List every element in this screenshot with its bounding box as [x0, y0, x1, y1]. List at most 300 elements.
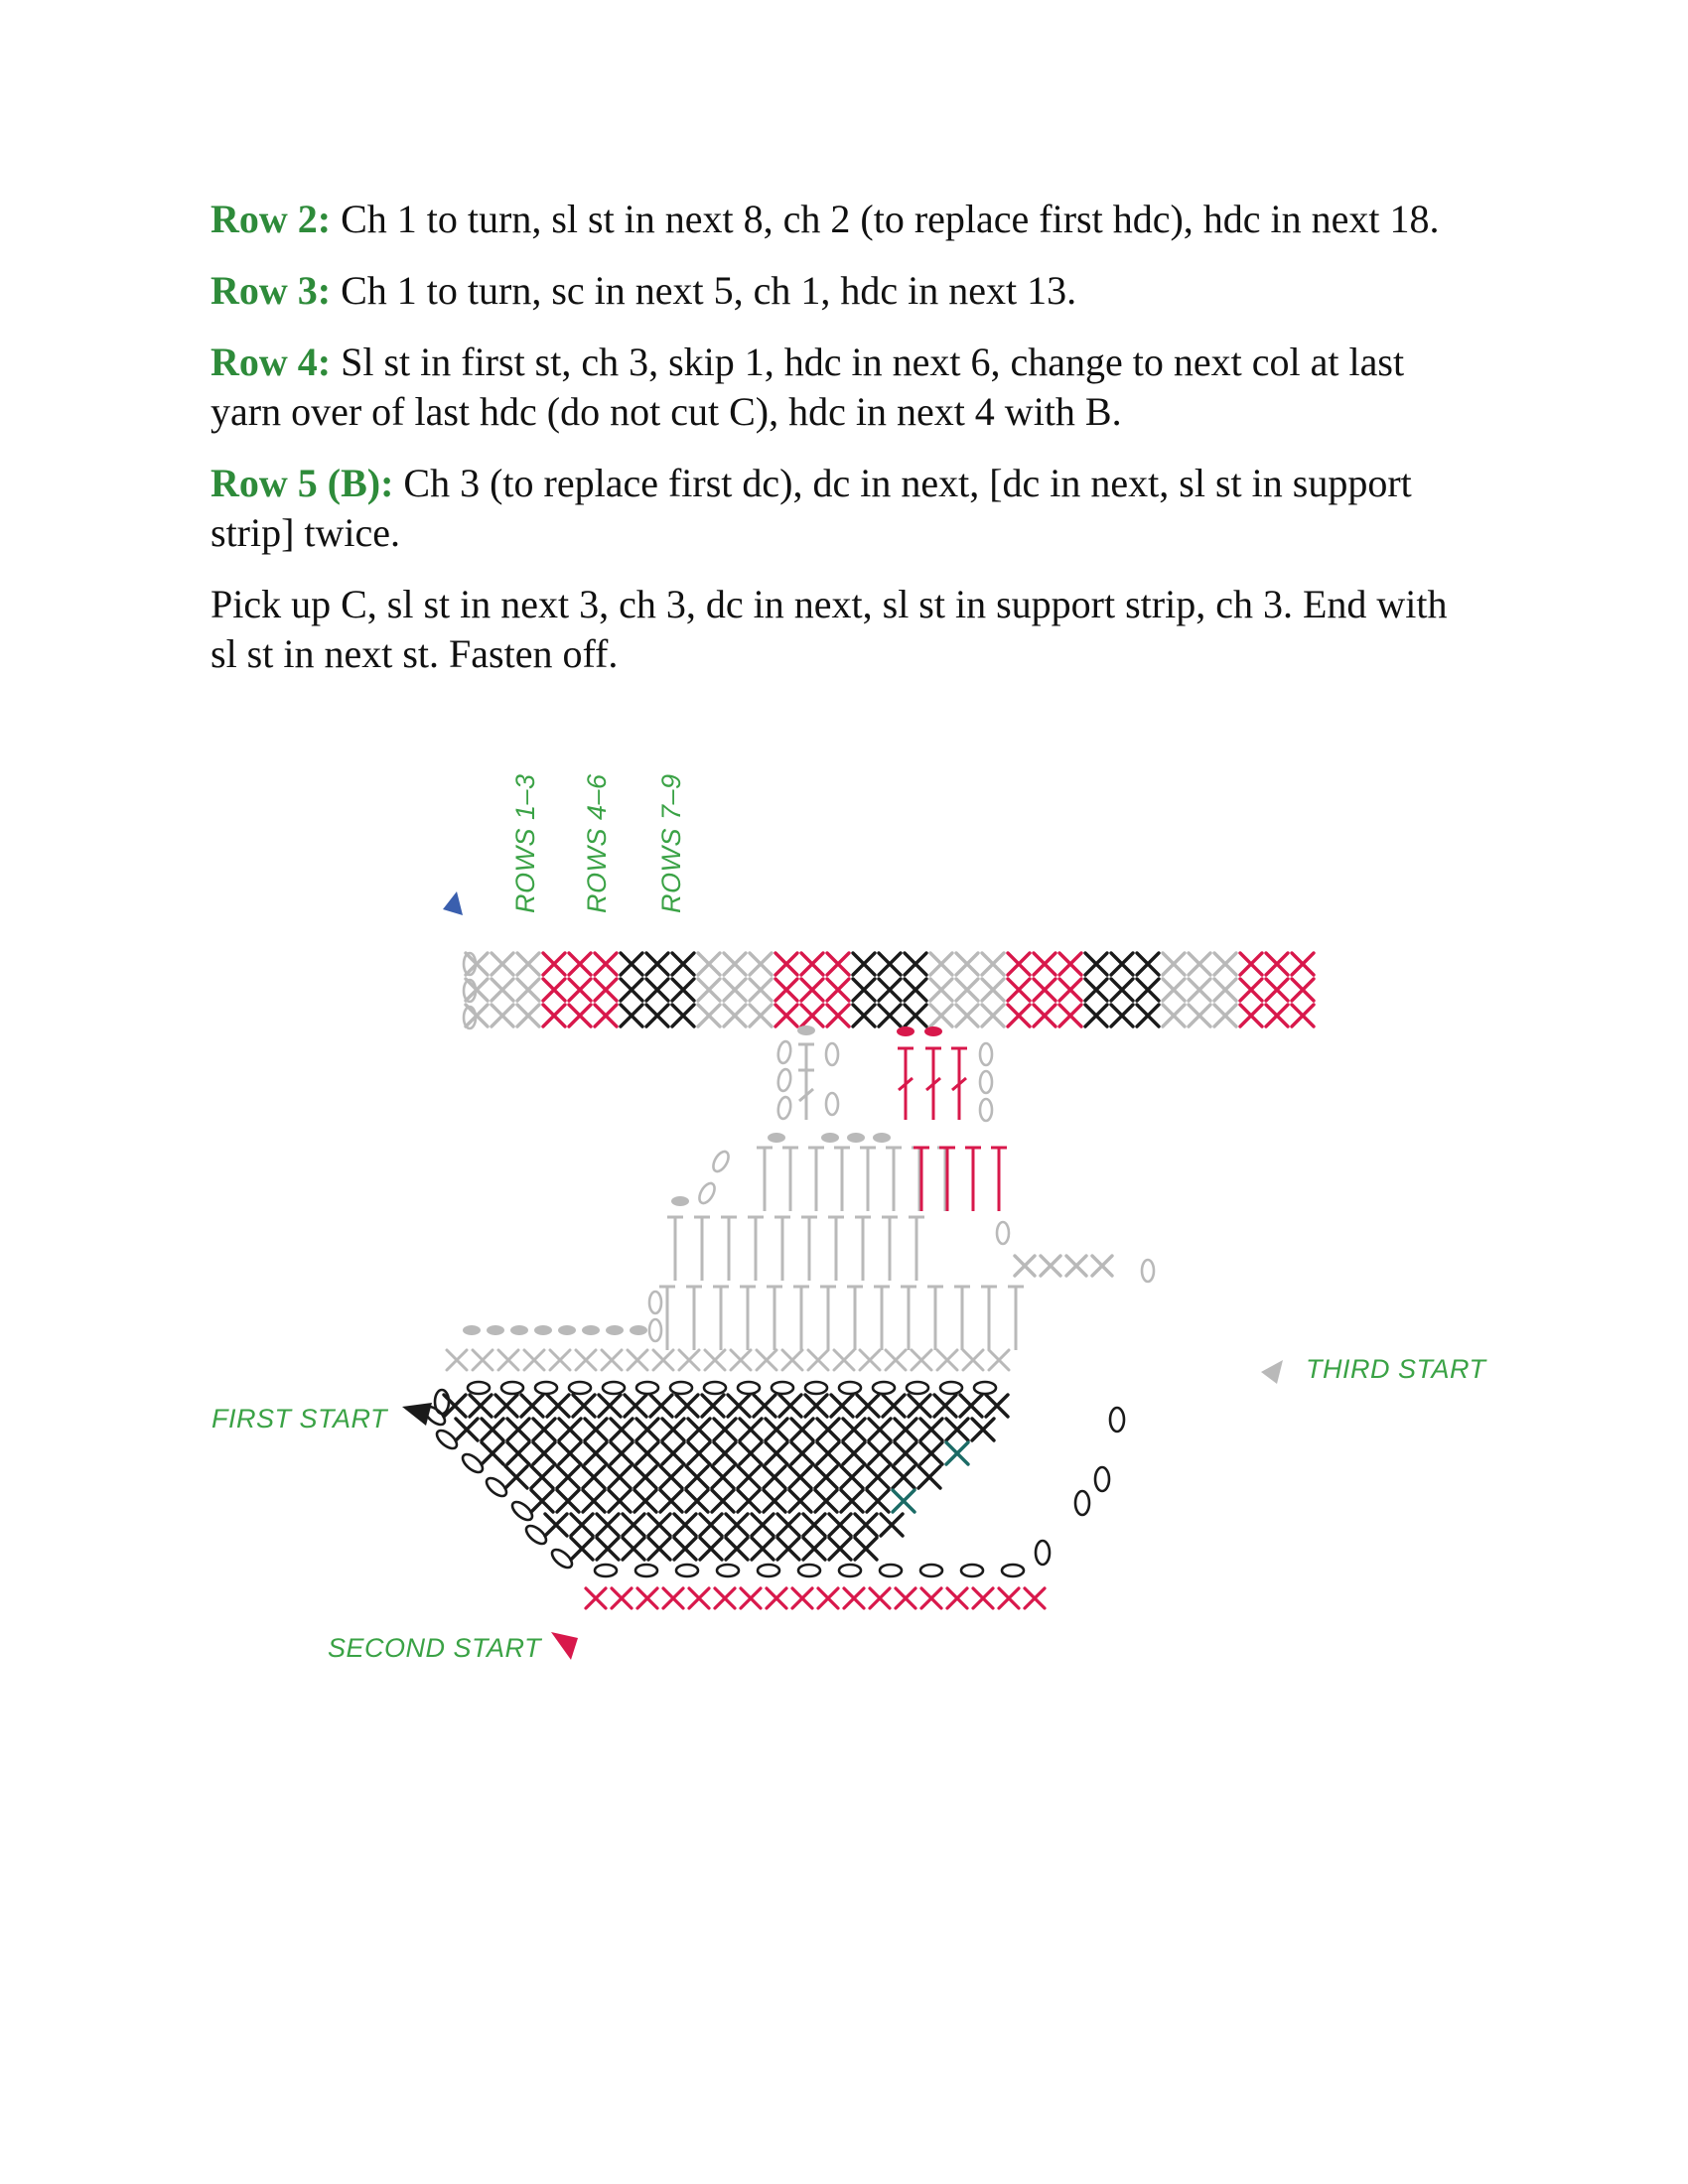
sc-stitch — [1059, 1005, 1081, 1026]
sc-stitch — [789, 1490, 811, 1512]
sc-stitch — [621, 979, 642, 1001]
chain-stitch — [805, 1382, 827, 1394]
sc-stitch — [569, 953, 591, 975]
sc-stitch — [663, 1588, 683, 1608]
sc-stitch — [517, 979, 539, 1001]
sc-stitch — [750, 1005, 772, 1026]
sc-stitch — [1059, 979, 1081, 1001]
hdc-stitch — [991, 1148, 1007, 1211]
sc-stitch — [636, 1419, 658, 1440]
sc-stitch — [895, 1442, 916, 1464]
hdc-stitch — [927, 1287, 943, 1350]
sc-stitch — [831, 1395, 853, 1417]
sc-stitch — [517, 953, 539, 975]
sc-stitch — [855, 1538, 877, 1560]
sc-stitch — [585, 1442, 607, 1464]
sc-stitch — [827, 979, 849, 1001]
sc-stitch — [775, 979, 797, 1001]
chain-stitch — [1075, 1491, 1089, 1515]
hdc-stitch — [937, 1148, 953, 1211]
sc-stitch — [557, 1490, 579, 1512]
chain-stitch — [696, 1180, 717, 1205]
chain-stitch — [1110, 1408, 1124, 1432]
sc-stitch — [879, 979, 901, 1001]
instruction-row-2 — [211, 195, 1481, 244]
sc-stitch — [569, 979, 591, 1001]
sc-stitch — [731, 1350, 751, 1370]
sc-stitch — [843, 1419, 865, 1440]
sc-stitch — [791, 1419, 813, 1440]
chain-stitch — [776, 1040, 792, 1064]
sc-stitch — [688, 1419, 710, 1440]
sc-stitch — [623, 1538, 644, 1560]
hdc-stitch — [659, 1287, 675, 1350]
sc-stitch — [612, 1588, 632, 1608]
sc-stitch — [766, 1419, 787, 1440]
support-strip-band — [464, 953, 1314, 1028]
chain-stitch — [603, 1382, 625, 1394]
chain-stitch — [980, 1043, 992, 1065]
sc-stitch — [698, 979, 720, 1001]
sc-stitch — [879, 953, 901, 975]
slip-stitch — [897, 1026, 914, 1036]
sc-stitch — [1266, 979, 1288, 1001]
hdc-stitch — [808, 1148, 824, 1211]
chain-stitch — [839, 1565, 861, 1576]
sc-stitch — [602, 1350, 622, 1370]
hdc-stitch — [886, 1148, 902, 1211]
dc-stitch — [925, 1048, 941, 1120]
sc-stitch — [920, 1419, 942, 1440]
first-start-arrow-icon — [402, 1403, 432, 1426]
sc-stitch — [492, 1005, 513, 1026]
sc-stitch — [466, 979, 488, 1001]
sc-stitch — [698, 1005, 720, 1026]
slip-stitch — [847, 1133, 865, 1143]
sc-stitch — [595, 1005, 617, 1026]
sc-stitch — [999, 1588, 1019, 1608]
hdc-stitch — [939, 1148, 955, 1211]
sc-stitch — [905, 953, 926, 975]
chain-stitch — [826, 1043, 838, 1065]
sc-stitch — [909, 1395, 930, 1417]
sc-stitch — [972, 1419, 994, 1440]
sc-stitch — [754, 1395, 775, 1417]
slip-stitch — [671, 1196, 689, 1206]
sc-stitch — [867, 1490, 889, 1512]
hdc-stitch — [874, 1287, 890, 1350]
sc-stitch — [646, 979, 668, 1001]
sc-stitch — [533, 1442, 555, 1464]
chain-stitch — [873, 1382, 895, 1394]
sc-stitch — [559, 1442, 581, 1464]
sc-stitch — [803, 1514, 825, 1536]
sc-stitch — [777, 1538, 799, 1560]
sc-stitch — [750, 979, 772, 1001]
slip-stitch — [873, 1133, 891, 1143]
sc-stitch — [817, 1442, 839, 1464]
sc-stitch — [637, 1588, 657, 1608]
row-label: Row 5 (B): — [211, 461, 394, 505]
sc-stitch — [571, 1514, 593, 1536]
sc-stitch — [881, 1514, 903, 1536]
instruction-row-3 — [211, 266, 1481, 316]
sc-stitch — [792, 1588, 812, 1608]
sc-stitch — [1163, 1005, 1185, 1026]
sc-stitch — [1189, 979, 1210, 1001]
hdc-stitch — [793, 1287, 809, 1350]
sc-stitch — [869, 1419, 891, 1440]
sc-stitch — [597, 1514, 619, 1536]
chain-stitch — [826, 1093, 838, 1115]
crochet-chart — [0, 695, 1688, 1737]
sc-stitch — [930, 1005, 952, 1026]
sc-stitch — [726, 1514, 748, 1536]
chain-stitch — [880, 1565, 902, 1576]
slip-stitch — [487, 1325, 504, 1335]
hdc-stitch — [828, 1217, 844, 1281]
sc-stitch — [621, 1005, 642, 1026]
row-label: Row 4: — [211, 340, 332, 384]
row-labels — [510, 773, 686, 913]
sc-stitch — [492, 979, 513, 1001]
sc-stitch — [789, 1466, 811, 1488]
hdc-stitch — [847, 1287, 863, 1350]
sc-stitch — [1111, 953, 1133, 975]
sc-stitch — [466, 1005, 488, 1026]
sc-stitch — [853, 1005, 875, 1026]
hdc-stitch — [954, 1287, 970, 1350]
hdc-stitch — [767, 1287, 782, 1350]
sc-stitch — [625, 1395, 646, 1417]
sc-stitch — [740, 1419, 762, 1440]
hdc-stitch — [721, 1217, 737, 1281]
sc-stitch — [956, 953, 978, 975]
chain-stitch — [523, 1523, 549, 1548]
sc-stitch — [597, 1538, 619, 1560]
sc-stitch — [660, 1490, 682, 1512]
hdc-stitch — [909, 1217, 924, 1281]
sc-stitch — [571, 1538, 593, 1560]
sc-stitch — [883, 1395, 905, 1417]
sc-stitch — [559, 1419, 581, 1440]
chain-stitch — [980, 1099, 992, 1121]
sc-stitch — [934, 1395, 956, 1417]
sc-stitch — [473, 1350, 492, 1370]
hdc-stitch — [782, 1148, 798, 1211]
sc-stitch — [775, 953, 797, 975]
hdc-stitch — [686, 1287, 702, 1350]
sc-stitch — [724, 1005, 746, 1026]
second-start-label: SECOND START — [328, 1633, 542, 1663]
sc-stitch — [595, 979, 617, 1001]
sc-stitch — [752, 1538, 774, 1560]
chain-stitch — [636, 1382, 658, 1394]
first-start-label: FIRST START — [211, 1404, 388, 1433]
sc-stitch — [738, 1466, 760, 1488]
dc-stitch — [898, 1048, 914, 1120]
slip-stitch — [606, 1325, 624, 1335]
sc-stitch — [676, 1395, 698, 1417]
sc-stitch — [1240, 1005, 1262, 1026]
sc-stitch — [543, 953, 565, 975]
sc-stitch — [1292, 979, 1314, 1001]
chain-stitch — [974, 1382, 996, 1394]
sc-stitch — [775, 1005, 797, 1026]
chain-stitch — [595, 1565, 617, 1576]
chain-stitch — [549, 1547, 575, 1571]
sc-stitch — [1214, 979, 1236, 1001]
sc-stitch — [1015, 1256, 1035, 1276]
sc-stitch — [1085, 979, 1107, 1001]
slip-stitch — [534, 1325, 552, 1335]
sc-stitch — [705, 1350, 725, 1370]
sc-stitch — [621, 953, 642, 975]
sc-stitch — [808, 1350, 828, 1370]
sc-stitch — [757, 1350, 776, 1370]
sc-stitch — [715, 1588, 735, 1608]
chain-stitch — [704, 1382, 726, 1394]
sc-stitch — [714, 1419, 736, 1440]
hdc-stitch — [667, 1217, 683, 1281]
sc-stitch — [893, 1490, 914, 1512]
hdc-stitch — [855, 1217, 871, 1281]
sc-stitch — [879, 1005, 901, 1026]
sc-stitch — [779, 1395, 801, 1417]
sc-stitch — [702, 1395, 724, 1417]
sc-stitch — [674, 1538, 696, 1560]
slip-stitch — [463, 1325, 481, 1335]
sc-stitch — [1034, 1005, 1055, 1026]
sc-stitch — [466, 953, 488, 975]
sc-stitch — [505, 1466, 527, 1488]
chain-stitch — [649, 1292, 661, 1313]
sc-stitch — [531, 1490, 553, 1512]
sc-stitch — [912, 1350, 931, 1370]
sc-stitch — [698, 953, 720, 975]
sc-stitch — [543, 1005, 565, 1026]
sc-stitch — [1163, 953, 1185, 975]
sc-stitch — [524, 1350, 544, 1370]
sc-stitch — [895, 1419, 916, 1440]
sc-stitch — [946, 1419, 968, 1440]
sc-stitch — [700, 1514, 722, 1536]
sc-stitch — [660, 1466, 682, 1488]
row-label: Row 3: — [211, 268, 332, 313]
sc-stitch — [573, 1395, 595, 1417]
chain-stitch — [1036, 1541, 1050, 1565]
sc-stitch — [869, 1442, 891, 1464]
sc-stitch — [857, 1395, 879, 1417]
sc-stitch — [724, 979, 746, 1001]
row-text: Pick up C, sl st in next 3, ch 3, dc in next, sl st in support strip, ch 3. End with sl st in next st. Fasten off. — [211, 582, 1448, 676]
sc-stitch — [609, 1490, 631, 1512]
sc-stitch — [726, 1538, 748, 1560]
sc-stitch — [766, 1442, 787, 1464]
slip-stitch — [558, 1325, 576, 1335]
sc-stitch — [689, 1588, 709, 1608]
sc-stitch — [700, 1538, 722, 1560]
hdc-stitch — [981, 1287, 997, 1350]
sc-stitch — [482, 1442, 503, 1464]
sc-stitch — [963, 1350, 983, 1370]
hdc-stitch — [860, 1148, 876, 1211]
sc-stitch — [492, 953, 513, 975]
sc-stitch — [815, 1490, 837, 1512]
chain-stitch — [435, 1390, 449, 1414]
sc-stitch — [1066, 1256, 1086, 1276]
row-text: Ch 3 (to replace first dc), dc in next, [dc in next, sl st in support strip] twice. — [211, 461, 1412, 555]
chain-stitch — [997, 1222, 1009, 1244]
sc-stitch — [585, 1419, 607, 1440]
row-label-1-3: ROWS 1–3 — [510, 773, 540, 913]
sc-stitch — [586, 1588, 606, 1608]
sc-stitch — [686, 1466, 708, 1488]
chain-stitch — [776, 1096, 792, 1120]
sc-stitch — [674, 1514, 696, 1536]
sc-stitch — [595, 953, 617, 975]
chain-stitch — [460, 1451, 486, 1476]
hdc-stitch — [757, 1148, 773, 1211]
body-stitches — [422, 1350, 1124, 1608]
sc-stitch — [662, 1419, 684, 1440]
sc-stitch — [1189, 1005, 1210, 1026]
sc-stitch — [801, 1005, 823, 1026]
sc-stitch — [1034, 953, 1055, 975]
slip-stitch — [821, 1133, 839, 1143]
chain-stitch — [772, 1382, 793, 1394]
slip-stitch — [582, 1325, 600, 1335]
sc-stitch — [1292, 953, 1314, 975]
sc-stitch — [815, 1466, 837, 1488]
sc-stitch — [583, 1490, 605, 1512]
hdc-stitch — [914, 1148, 929, 1211]
sc-stitch — [521, 1395, 543, 1417]
instruction-finish — [211, 580, 1481, 679]
sc-stitch — [1008, 1005, 1030, 1026]
sc-stitch — [634, 1490, 656, 1512]
sc-stitch — [1085, 1005, 1107, 1026]
sc-stitch — [801, 979, 823, 1001]
sc-stitch — [960, 1395, 982, 1417]
chain-stitch — [758, 1565, 779, 1576]
sc-stitch — [646, 1005, 668, 1026]
sc-stitch — [982, 953, 1004, 975]
sc-stitch — [470, 1395, 492, 1417]
sc-stitch — [905, 979, 926, 1001]
sc-stitch — [728, 1395, 750, 1417]
sc-stitch — [557, 1466, 579, 1488]
sc-stitch — [741, 1588, 761, 1608]
sc-stitch — [805, 1395, 827, 1417]
sc-stitch — [447, 1350, 467, 1370]
chain-stitch — [434, 1428, 460, 1452]
sc-stitch — [456, 1419, 478, 1440]
hdc-stitch — [801, 1217, 817, 1281]
sc-stitch — [672, 979, 694, 1001]
sc-stitch — [648, 1538, 670, 1560]
hdc-stitch — [694, 1217, 710, 1281]
sc-stitch — [801, 953, 823, 975]
sc-stitch — [930, 979, 952, 1001]
sc-stitch — [973, 1588, 993, 1608]
sc-stitch — [611, 1442, 633, 1464]
hdc-stitch — [834, 1148, 850, 1211]
sc-stitch — [764, 1466, 785, 1488]
sc-stitch — [841, 1466, 863, 1488]
chain-stitch — [710, 1149, 731, 1173]
sc-stitch — [752, 1514, 774, 1536]
sc-stitch — [937, 1350, 957, 1370]
sc-stitch — [829, 1514, 851, 1536]
chain-stitch — [940, 1382, 962, 1394]
hdc-stitch — [912, 1148, 927, 1211]
sc-stitch — [1240, 979, 1262, 1001]
chain-stitch — [670, 1382, 692, 1394]
hdc-stitch — [965, 1148, 981, 1211]
hdc-stitch — [713, 1287, 729, 1350]
sc-stitch — [662, 1442, 684, 1464]
sc-stitch — [905, 1005, 926, 1026]
hdc-stitch — [820, 1287, 836, 1350]
hdc-stitch — [774, 1217, 790, 1281]
sc-stitch — [611, 1419, 633, 1440]
second-start-arrow-icon — [551, 1632, 578, 1660]
sc-stitch — [918, 1466, 940, 1488]
sc-stitch — [853, 953, 875, 975]
sc-stitch — [843, 1442, 865, 1464]
chain-stitch — [738, 1382, 760, 1394]
chain-stitch — [1142, 1260, 1154, 1282]
sc-stitch — [569, 1005, 591, 1026]
chain-stitch — [907, 1382, 928, 1394]
sc-stitch — [817, 1419, 839, 1440]
sc-stitch — [646, 953, 668, 975]
sc-stitch — [653, 1350, 673, 1370]
sc-stitch — [1163, 979, 1185, 1001]
sc-stitch — [533, 1419, 555, 1440]
sc-stitch — [946, 1442, 968, 1464]
sc-stitch — [672, 953, 694, 975]
sc-stitch — [853, 979, 875, 1001]
sc-stitch — [870, 1588, 890, 1608]
sc-stitch — [1189, 953, 1210, 975]
sc-stitch — [956, 979, 978, 1001]
chain-stitch — [920, 1565, 942, 1576]
sc-stitch — [1137, 953, 1159, 975]
sc-stitch — [1214, 953, 1236, 975]
sc-stitch — [648, 1514, 670, 1536]
sc-stitch — [550, 1350, 570, 1370]
sc-stitch — [1085, 953, 1107, 975]
sc-stitch — [827, 1005, 849, 1026]
sc-stitch — [543, 979, 565, 1001]
blue-start-marker-icon — [443, 891, 463, 915]
sc-stitch — [982, 979, 1004, 1001]
sc-stitch — [1266, 1005, 1288, 1026]
sc-stitch — [1240, 953, 1262, 975]
sc-stitch — [803, 1538, 825, 1560]
sc-stitch — [599, 1395, 621, 1417]
chain-stitch — [717, 1565, 739, 1576]
sc-stitch — [634, 1466, 656, 1488]
sc-stitch — [1025, 1588, 1045, 1608]
chain-stitch — [484, 1475, 509, 1500]
chain-stitch — [468, 1382, 490, 1394]
sc-stitch — [1059, 953, 1081, 975]
sc-stitch — [1292, 1005, 1314, 1026]
upper-stitches — [463, 1025, 1154, 1350]
